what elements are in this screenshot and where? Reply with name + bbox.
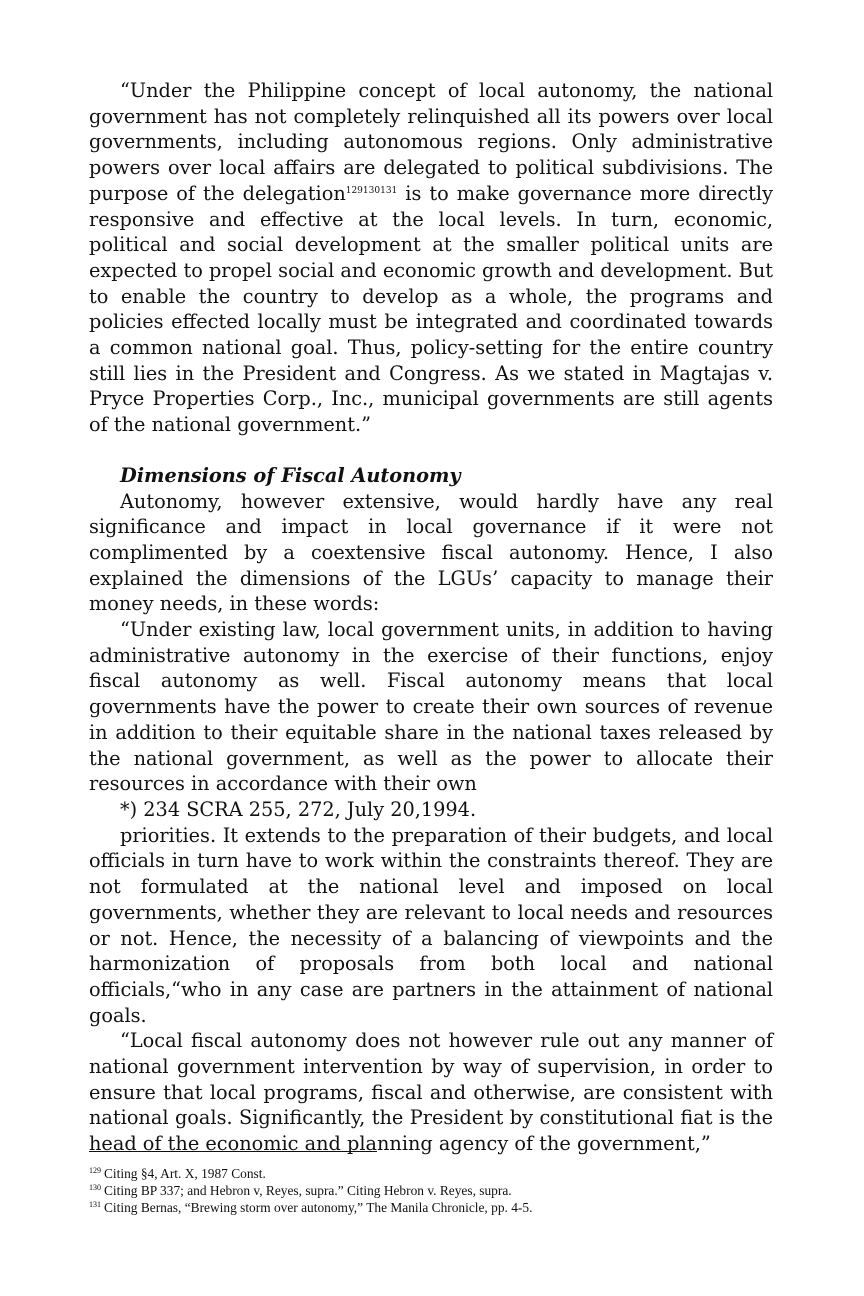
footnote-references[interactable]: 129130131 [345,185,398,196]
paragraph-local-autonomy [89,78,773,438]
footnote-text: Citing BP 337; and Hebron v, Reyes, supra.” Citing Hebron v. Reyes, supra. [104,1182,512,1198]
section-heading: Dimensions of Fiscal Autonomy [120,463,461,487]
paragraph-fiscal-autonomy-limits: “Local fiscal autonomy does not however rule out any manner of national government intervention by way of supervision, in order to ensure that local programs, fiscal and otherwise, are consistent with national goals. Significantly, the President by constitutional fiat is the head of the economic and planning agency of the government,” [89,1029,773,1156]
paragraph-existing-law: “Under existing law, local government units, in addition to having administrative autonomy in the exercise of their functions, enjoy fiscal autonomy as well. Fiscal autonomy means that local governments have the power to create their own sources of revenue in addition to their equitable share in the national taxes released by the national government, as well as the power to allocate their resources in accordance with their own [89,618,773,796]
footnotes [89,1166,789,1216]
footnote-number: 129 [89,1166,101,1175]
footnote-131 [89,1200,789,1217]
paragraph-autonomy-significance: Autonomy, however extensive, would hardly have any real significance and impact in local governance if it were not complimented by a coextensive fiscal autonomy. Hence, I also explained the dimensions of the LGUs’ capacity to manage their money needs, in these words: [89,489,773,616]
footnote-129 [89,1166,789,1183]
footnote-text: Citing Bernas, “Brewing storm over autonomy,” The Manila Chronicle, pp. 4-5. [104,1199,533,1215]
footnote-130 [89,1183,789,1200]
paragraph-text: “Under the Philippine concept of local autonomy, the national government has not completely relinquished all its powers over local governments, including autonomous regions. Only administrative powers over local affairs are delegated to political subdivisions. The purpose of the delegation [89,79,773,205]
document-body [89,78,773,1157]
paragraph-gap [89,438,773,463]
paragraph-text: is to make governance more directly responsive and effective at the local levels. In turn, economic, political and social development at the smaller political units are expected to propel social and economic growth and development. But to enable the country to develop as a whole, the programs and policies effected locally must be integrated and coordinated towards a common national goal. Thus, policy-setting for the entire country still lies in the President and Congress. As we stated in Magtajas v. Pryce Properties Corp., Inc., municipal governments are still agents of the national government.” [89,181,774,437]
footnote-divider [89,1151,377,1152]
footnote-text: Citing §4, Art. X, 1987 Const. [104,1166,266,1181]
footnote-number: 130 [89,1182,101,1192]
footnote-number: 131 [89,1199,101,1209]
citation-line: *) 234 SCRA 255, 272, July 20,1994. [120,797,477,821]
paragraph-priorities: priorities. It extends to the preparation of their budgets, and local officials in turn have to work within the constraints thereof. They are not formulated at the national level and imposed on local governments, whether they are relevant to local needs and resources or not. Hence, the necessity of a balancing of viewpoints and the harmonization of proposals from both local and national officials,“who in any case are partners in the attainment of national goals. [89,823,773,1027]
